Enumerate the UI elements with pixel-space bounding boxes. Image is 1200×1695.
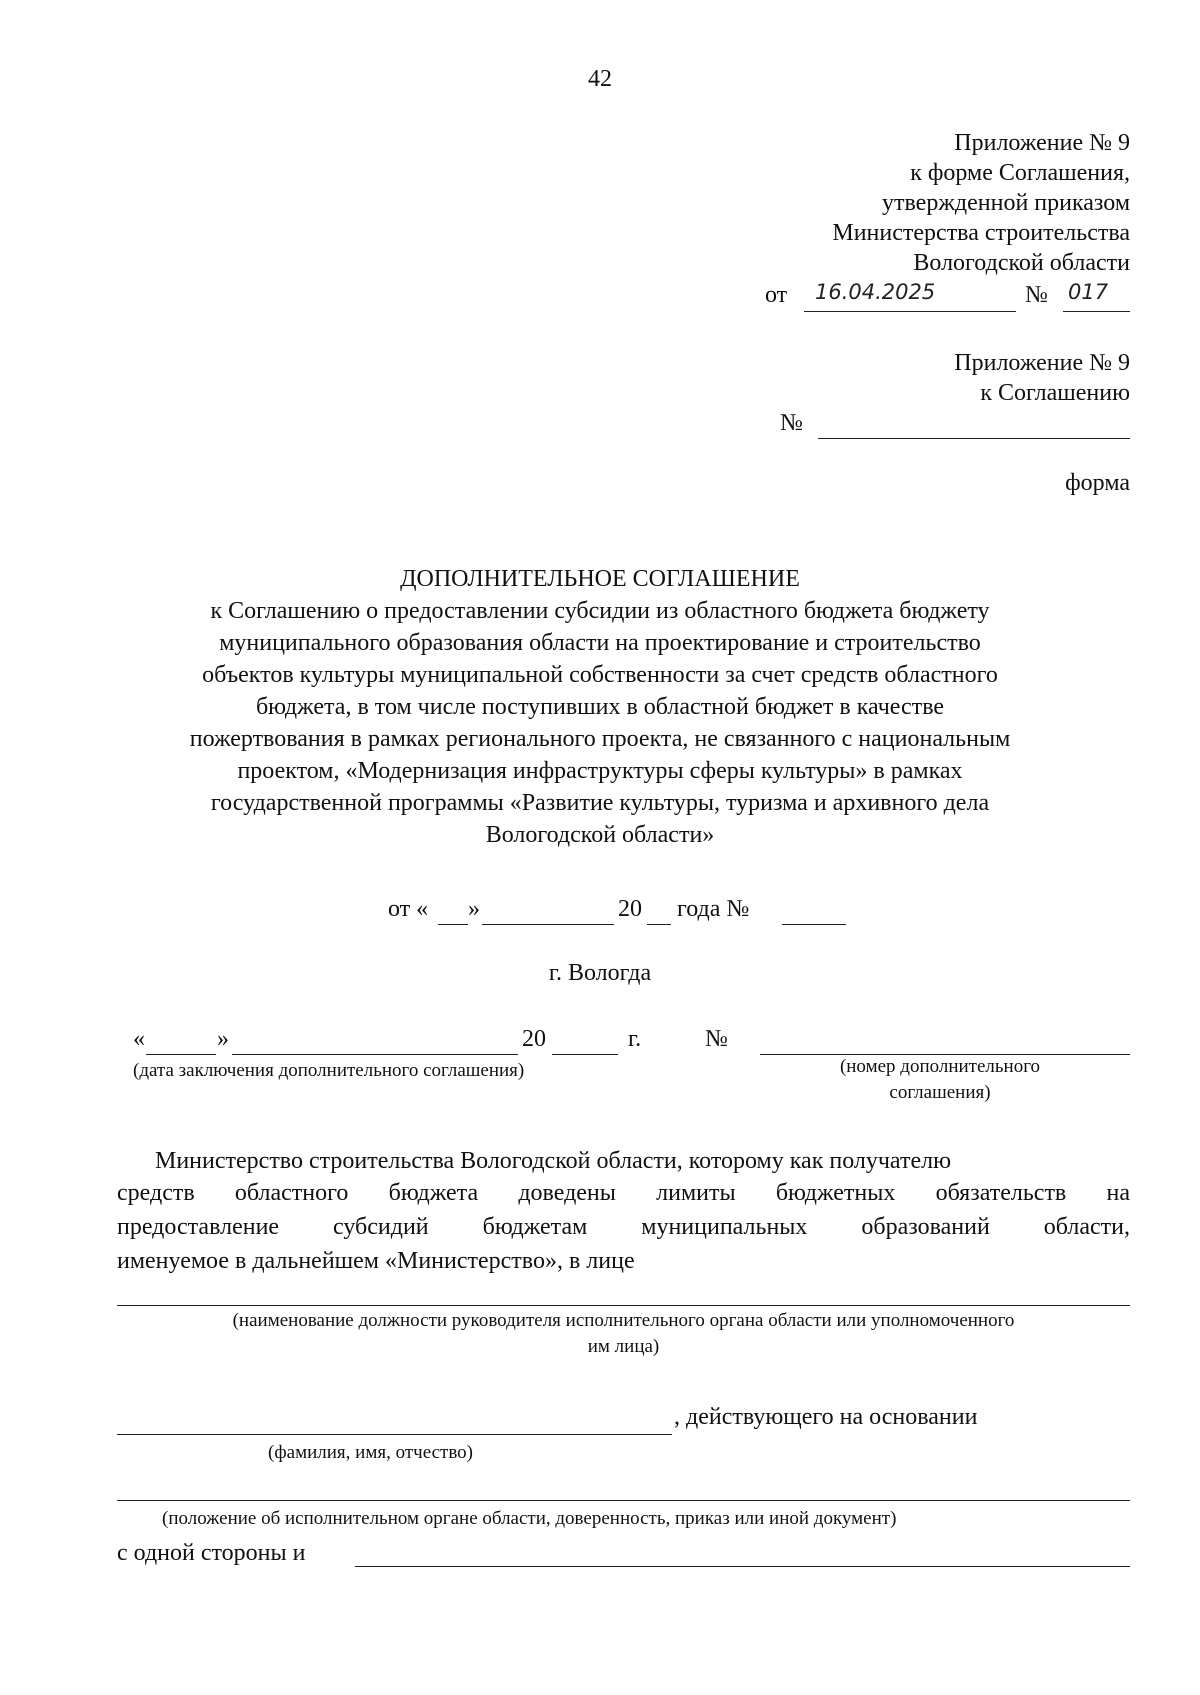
document-heading: ДОПОЛНИТЕЛЬНОЕ СОГЛАШЕНИЕ <box>400 566 800 592</box>
order-date-prefix: от <box>765 282 788 308</box>
appendix2-number-prefix: № <box>780 410 803 436</box>
date-year-prefix: 20 <box>522 1026 546 1052</box>
dated-close-quote: » <box>468 896 480 922</box>
appendix-title: Приложение № 9 <box>954 130 1130 156</box>
appendix-line: Вологодской области <box>913 250 1130 276</box>
page-number: 42 <box>588 66 612 92</box>
date-open-quote: « <box>133 1026 145 1052</box>
title-line: бюджета, в том числе поступивших в областной бюджет в качестве <box>255 694 945 720</box>
fio-line[interactable] <box>117 1434 672 1435</box>
fio-caption: (фамилия, имя, отчество) <box>268 1442 474 1463</box>
date-year-line[interactable] <box>552 1054 618 1055</box>
position-line[interactable] <box>117 1305 1130 1306</box>
order-date-handwritten: 16.04.2025 <box>815 280 936 304</box>
body-paragraph-line: средств областного бюджета доведены лимиты бюджетных обязательств на <box>117 1180 1130 1206</box>
order-number-handwritten: 017 <box>1068 280 1109 304</box>
day-line[interactable] <box>438 924 468 925</box>
title-line: пожертвования в рамках регионального проекта, не связанного с национальным <box>189 726 1011 752</box>
title-line: государственной программы «Развитие культуры, туризма и архивного дела <box>210 790 990 816</box>
position-caption: (наименование должности руководителя исполнительного органа области или уполномоченного <box>232 1310 1015 1331</box>
dated-prefix: от « <box>388 896 429 922</box>
dated-year: 20 <box>618 896 642 922</box>
body-paragraph-line: именуемое в дальнейшем «Министерство», в лице <box>117 1248 635 1274</box>
appendix2-line: к Соглашению <box>980 380 1130 406</box>
title-line: проектом, «Модернизация инфраструктуры сферы культуры» в рамках <box>237 758 963 784</box>
date-caption: (дата заключения дополнительного соглашения) <box>133 1060 525 1081</box>
date-day-line[interactable] <box>146 1054 216 1055</box>
title-line: к Соглашению о предоставлении субсидии из областного бюджета бюджету <box>210 598 990 624</box>
date-close-quote: » <box>217 1026 229 1052</box>
date-month-line[interactable] <box>232 1054 518 1055</box>
one-side-text: с одной стороны и <box>117 1540 306 1566</box>
order-date-line <box>804 311 1016 312</box>
document-basis-line[interactable] <box>117 1500 1130 1501</box>
appendix-line: Министерства строительства <box>832 220 1130 246</box>
title-line: объектов культуры муниципальной собственности за счет средств областного <box>202 662 998 688</box>
dated-year-word: года № <box>677 896 750 922</box>
order-number-prefix: № <box>1025 282 1048 308</box>
document-basis-caption: (положение об исполнительном органе области, доверенность, приказ или иной документ) <box>162 1508 897 1529</box>
title-line: муниципального образования области на проектирование и строительство <box>219 630 981 656</box>
title-line: Вологодской области» <box>485 822 715 848</box>
appendix-line: к форме Соглашения, <box>910 160 1130 186</box>
date-year-suffix: г. <box>628 1026 642 1052</box>
body-paragraph-line: Министерство строительства Вологодской области, которому как получателю <box>155 1148 952 1174</box>
form-label: форма <box>1065 470 1130 496</box>
other-party-line[interactable] <box>355 1566 1130 1567</box>
number-sign: № <box>705 1026 728 1052</box>
acting-basis-text: , действующего на основании <box>674 1404 978 1430</box>
supplementary-number-line[interactable] <box>760 1054 1130 1055</box>
body-paragraph-line: предоставление субсидий бюджетам муниципальных образований области, <box>117 1214 1130 1240</box>
city: г. Вологда <box>548 960 652 986</box>
year-line[interactable] <box>647 924 671 925</box>
order-number-line <box>1063 311 1130 312</box>
appendix2-title: Приложение № 9 <box>954 350 1130 376</box>
number-caption: соглашения) <box>889 1082 991 1103</box>
position-caption: им лица) <box>587 1336 660 1357</box>
appendix-line: утвержденной приказом <box>881 190 1130 216</box>
agreement-number-line[interactable] <box>782 924 846 925</box>
month-line[interactable] <box>482 924 614 925</box>
number-caption: (номер дополнительного <box>839 1056 1041 1077</box>
appendix2-number-line[interactable] <box>818 438 1130 439</box>
